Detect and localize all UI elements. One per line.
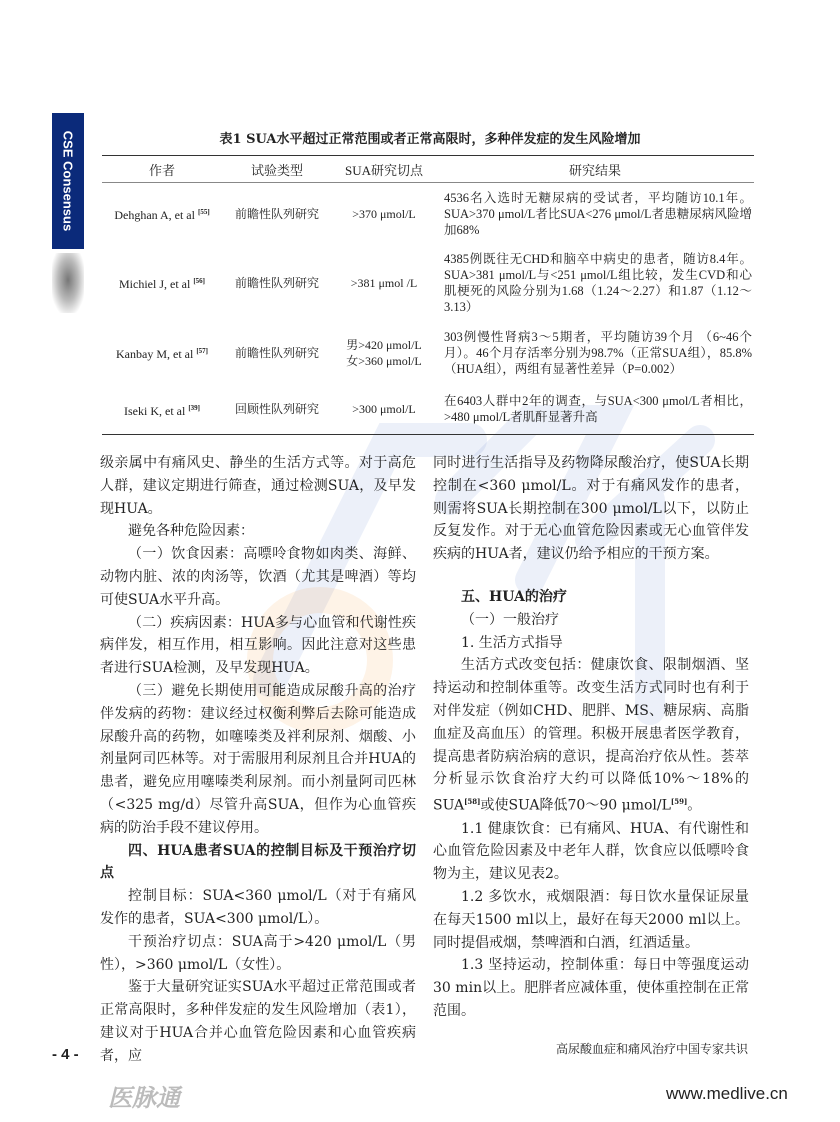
- result-cell: 4536名入选时无糖尿病的受试者，平均随访10.1年。SUA>370 μmol/L者比SUA<276 μmol/L者患糖尿病风险增加68%: [444, 190, 752, 237]
- section-heading: 五、HUA的治疗: [461, 588, 567, 605]
- table-row: [102, 183, 754, 245]
- subheading: 1. 生活方式指导: [461, 634, 563, 651]
- right-column: [433, 452, 749, 1023]
- medlive-logo: 医脉通: [108, 1084, 180, 1112]
- section-heading: 四、HUA患者SUA的控制目标及干预治疗切点: [100, 842, 416, 882]
- cutoff-cell: >370 μmol/L: [352, 206, 416, 221]
- table-title: 表1 SUA水平超过正常范围或者正常高限时，多种伴发症的发生风险增加: [219, 132, 641, 147]
- result-cell: 303例慢性肾病3～5期者，平均随访39个月 （6~46个月）。46个月存活率分别为98.7%（正常SUA组），85.8%（HUA组），两组有显著性差异（P=0.002）: [444, 329, 752, 376]
- author-cell: Michiel J, et al [56]: [119, 277, 205, 291]
- paragraph: （三）避免长期使用可能造成尿酸升高的治疗伴发病的药物：建议经过权衡利弊后去除可能造成尿酸升高的药物，如噻嗪类及袢利尿剂、烟酸、小剂量阿司匹林等。对于需服用利尿剂且合并HUA的患者，避免应用噻嗪类利尿剂。而小剂量阿司匹林（<325 mg/d）尽管升高SUA，但作为心血管疾病的防治手段不建议停用。: [100, 682, 416, 836]
- subheading: （一）一般治疗: [461, 611, 559, 628]
- paragraph: （二）疾病因素：HUA多与心血管和代谢性疾病伴发，相互作用，相互影响。因此注意对这些患者进行SUA检测，及早发现HUA。: [100, 614, 416, 677]
- paragraph: 级亲属中有痛风史、静坐的生活方式等。对于高危人群，建议定期进行筛查，通过检测SUA，及早发现HUA。: [100, 455, 416, 517]
- paragraph: （一）饮食因素：高嘌呤食物如肉类、海鲜、动物内脏、浓的肉汤等，饮酒（尤其是啤酒）等均可使SUA水平升高。: [100, 546, 416, 608]
- paragraph: 避免各种危险因素：: [128, 523, 254, 540]
- cutoff-cell: >381 μmol /L: [350, 275, 418, 290]
- running-footer: 高尿酸血症和痛风治疗中国专家共识: [555, 1042, 748, 1056]
- table-row: [102, 245, 754, 321]
- col-type: 试验类型: [250, 162, 303, 178]
- section-tab: [52, 113, 84, 249]
- author-cell: Iseki K, et al [39]: [124, 403, 200, 418]
- table-header-row: [102, 156, 754, 183]
- paragraph: 干预治疗切点：SUA高于>420 μmol/L（男性），>360 μmol/L（女性）。: [100, 933, 416, 973]
- paragraph: 1.2 多饮水，戒烟限酒：每日饮水量保证尿量在每天1500 ml以上，最好在每天2000 ml以上。同时提倡戒烟，禁啤酒和白酒，红酒适量。: [433, 889, 749, 951]
- type-cell: 回顾性队列研究: [234, 402, 319, 417]
- paragraph: 1.1 健康饮食：已有痛风、HUA、有代谢性和心血管危险因素及中老年人群，饮食应以低嘌呤食物为主，建议见表2。: [433, 820, 749, 883]
- paragraph: 控制目标：SUA<360 μmol/L（对于有痛风发作的患者，SUA<300 μmol/L）。: [100, 888, 416, 927]
- tab-shadow: [52, 253, 84, 313]
- type-cell: 前瞻性队列研究: [234, 345, 319, 360]
- cutoff-cell: 男>420 μmol/L 女>360 μmol/L: [346, 337, 422, 368]
- table-row: [102, 385, 754, 435]
- col-cutoff: SUA研究切点: [344, 162, 423, 178]
- site-url[interactable]: www.medlive.cn: [666, 1084, 788, 1103]
- paragraph: 鉴于大量研究证实SUA水平超过正常范围或者正常高限时，多种伴发症的发生风险增加（表1），建议对于HUA合并心血管危险因素和心血管疾病者，应: [100, 979, 416, 1064]
- left-column: [100, 452, 416, 1068]
- risk-table: [102, 155, 754, 435]
- section-tab-label: CSE Consensus: [60, 130, 76, 232]
- cutoff-cell: >300 μmol/L: [352, 402, 416, 417]
- table-row: [102, 321, 754, 385]
- paragraph: 同时进行生活指导及药物降尿酸治疗，使SUA长期控制在<360 μmol/L。对于有痛风发作的患者，则需将SUA长期控制在300 μmol/L以下，以防止反复发作。对于无心血管危险因素或无心血管伴发疾病的HUA者，建议仍给予相应的干预方案。: [433, 455, 749, 563]
- type-cell: 前瞻性队列研究: [234, 206, 319, 221]
- type-cell: 前瞻性队列研究: [234, 275, 319, 290]
- paragraph: 生活方式改变包括：健康饮食、限制烟酒、坚持运动和控制体重等。改变生活方式同时也有利于对伴发症（例如CHD、肥胖、MS、糖尿病、高脂血症及高血压）的管理。积极开展患者医学教育，提高患者防病治病的意识，提高治疗依从性。荟萃分析显示饮食治疗大约可以降低10%～18%的SUA[58]或使SUA降低70～90 μmol/L[59]。: [433, 657, 749, 814]
- author-cell: Kanbay M, et al [57]: [116, 347, 208, 361]
- result-cell: 在6403人群中2年的调查，与SUA<300 μmol/L者相比，>480 μmol/L者肌酐显著升高: [444, 394, 752, 425]
- paragraph: 1.3 坚持运动，控制体重：每日中等强度运动30 min以上。肥胖者应减体重，使体重控制在正常范围。: [433, 957, 749, 1019]
- result-cell: 4385例既往无CHD和脑卒中病史的患者，随访8.4年。SUA>381 μmol/L与<251 μmol/L组比较，发生CVD和心肌梗死的风险分别为1.68（1.24～2.27）和1.87（1.12～3.13）: [444, 251, 752, 314]
- col-author: 作者: [148, 162, 175, 178]
- col-result: 研究结果: [568, 162, 621, 178]
- page-number: - 4 -: [52, 1046, 79, 1063]
- author-cell: Dehghan A, et al [55]: [114, 208, 210, 223]
